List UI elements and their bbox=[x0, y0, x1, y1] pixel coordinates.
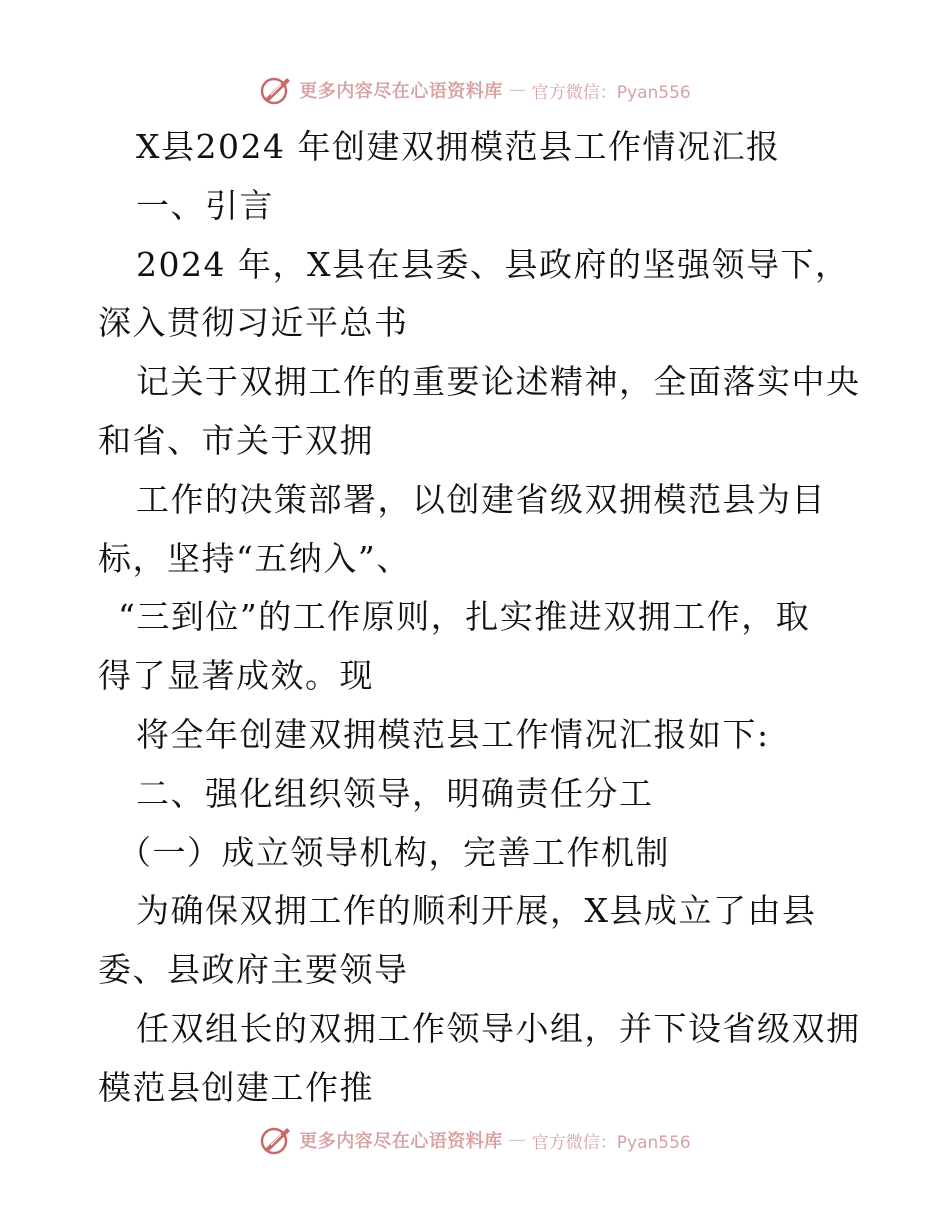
paragraph-line: 任双组长的双拥工作领导小组，并下设省级双拥 bbox=[136, 1008, 861, 1048]
paragraph-line: 2024 年，X县在县委、县政府的坚强领导下， bbox=[136, 244, 850, 284]
document-title: X县2024 年创建双拥模范县工作情况汇报 bbox=[136, 127, 781, 166]
paragraph-line: 深入贯彻习近平总书 bbox=[98, 303, 409, 343]
paragraph-line: 模范县创建工作推 bbox=[98, 1067, 374, 1107]
document-body bbox=[98, 118, 861, 1118]
watermark-main-text: 更多内容尽在心语资料库 bbox=[299, 81, 503, 102]
watermark-separator: — bbox=[508, 1130, 526, 1150]
paragraph-line: 为确保双拥工作的顺利开展，X县成立了由县 bbox=[136, 891, 817, 931]
watermark-header bbox=[0, 70, 950, 110]
watermark-separator: — bbox=[508, 80, 526, 100]
quill-logo-icon bbox=[259, 1123, 293, 1157]
paragraph-line: “三到位”的工作原则，扎实推进双拥工作，取 bbox=[118, 597, 811, 637]
paragraph-line: 和省、市关于双拥 bbox=[98, 420, 374, 460]
watermark-contact: 官方微信：Pyan556 bbox=[531, 1132, 691, 1153]
watermark-footer bbox=[0, 1120, 950, 1160]
section-heading: 一、引言 bbox=[136, 185, 274, 225]
section-heading: 二、强化组织领导，明确责任分工 bbox=[136, 773, 654, 813]
subsection-heading: （一）成立领导机构，完善工作机制 bbox=[118, 832, 670, 872]
quill-logo-icon bbox=[259, 73, 293, 107]
paragraph-line: 标，坚持“五纳入”、 bbox=[98, 538, 411, 578]
paragraph-line: 将全年创建双拥模范县工作情况汇报如下: bbox=[136, 714, 770, 754]
paragraph-line: 得了显著成效。现 bbox=[98, 656, 374, 696]
watermark-contact: 官方微信：Pyan556 bbox=[531, 82, 691, 103]
paragraph-line: 工作的决策部署，以创建省级双拥模范县为目 bbox=[136, 479, 826, 519]
paragraph-line: 委、县政府主要领导 bbox=[98, 950, 409, 990]
watermark-main-text: 更多内容尽在心语资料库 bbox=[299, 1131, 503, 1152]
paragraph-line: 记关于双拥工作的重要论述精神，全面落实中央 bbox=[136, 362, 861, 402]
